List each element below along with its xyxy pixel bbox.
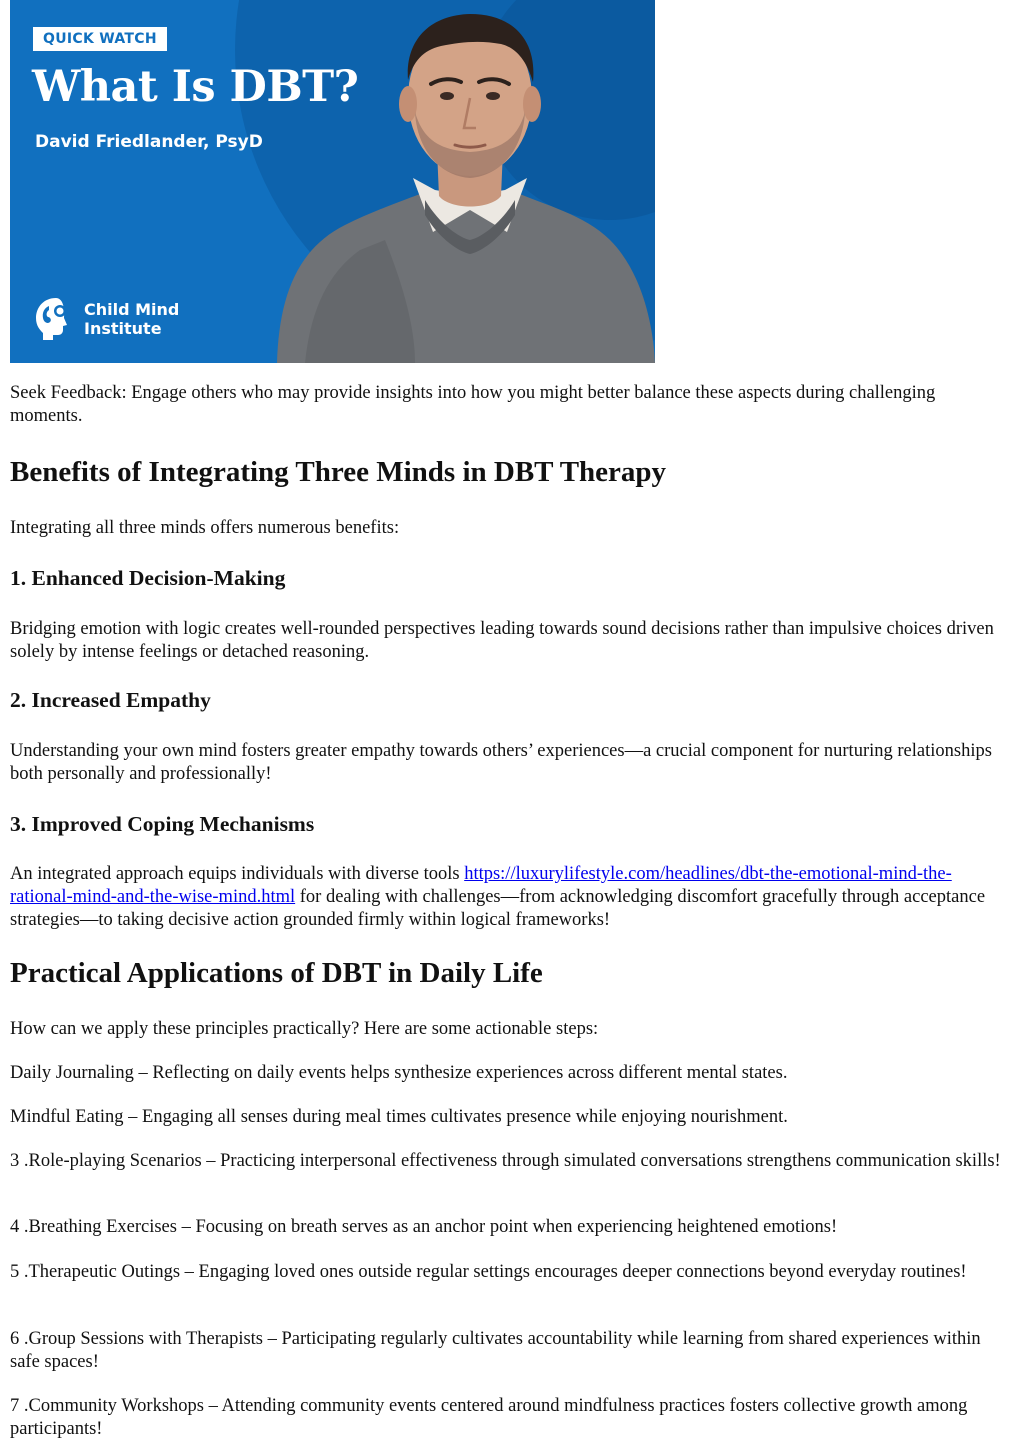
child-mind-institute-logo-icon <box>34 296 74 342</box>
practical-lead: How can we apply these principles practically? Here are some actionable steps: <box>10 1019 599 1039</box>
brand-logo <box>34 296 194 342</box>
video-title: What Is DBT? <box>32 62 359 112</box>
benefit-text-2: Understanding your own mind fosters greater empathy towards others’ experiences—a crucial component for nurturing relationships both personally and professionally! <box>10 741 992 784</box>
benefit-text-3-before: An integrated approach equips individuals with diverse tools <box>10 864 465 884</box>
step-item: 5 .Therapeutic Outings – Engaging loved ones outside regular settings encourages deeper connections beyond everyday routines! <box>10 1262 967 1282</box>
benefits-lead: Integrating all three minds offers numerous benefits: <box>10 518 400 538</box>
step-item: 4 .Breathing Exercises – Focusing on breath serves as an anchor point when experiencing heightened emotions! <box>10 1217 838 1237</box>
benefit-heading-2: 2. Increased Empathy <box>10 688 211 712</box>
benefit-text-1: Bridging emotion with logic creates well-rounded perspectives leading towards sound decisions rather than impulsive choices driven solely by intense feelings or detached reasoning. <box>10 619 994 662</box>
video-author: David Friedlander, PsyD <box>35 132 263 152</box>
section-heading-benefits: Benefits of Integrating Three Minds in DBT Therapy <box>10 456 667 488</box>
benefit-text-3-after: for dealing with challenges—from acknowledging discomfort gracefully through acceptance strategies—to taking decisive action grounded firmly within logical frameworks! <box>10 887 986 930</box>
step-item: Mindful Eating – Engaging all senses during meal times cultivates presence while enjoying nourishment. <box>10 1107 788 1127</box>
intro-paragraph: Seek Feedback: Engage others who may provide insights into how you might better balance these aspects during challenging moments. <box>10 383 936 426</box>
quick-watch-badge: QUICK WATCH <box>33 27 167 51</box>
presenter-image <box>265 0 655 363</box>
step-item: Daily Journaling – Reflecting on daily events helps synthesize experiences across different mental states. <box>10 1063 788 1083</box>
step-item: 6 .Group Sessions with Therapists – Participating regularly cultivates accountability while learning from shared experiences within safe spaces! <box>10 1329 981 1372</box>
benefit-heading-1: 1. Enhanced Decision-Making <box>10 566 286 590</box>
article-link[interactable]: https://luxurylifestyle.com/headlines/dbt-the-emotional-mind-the-rational-mind-and-the-wise-mind.html <box>10 864 952 907</box>
benefit-heading-3: 3. Improved Coping Mechanisms <box>10 812 315 836</box>
benefit-text-3 <box>10 863 1005 932</box>
video-thumbnail[interactable] <box>10 0 655 363</box>
page <box>10 0 1005 1439</box>
step-item: 3 .Role-playing Scenarios – Practicing interpersonal effectiveness through simulated conversations strengthens communication skills! <box>10 1151 1001 1171</box>
step-item: 7 .Community Workshops – Attending community events centered around mindfulness practices fosters collective growth among participants! <box>10 1396 968 1439</box>
section-heading-practical: Practical Applications of DBT in Daily Life <box>10 957 543 989</box>
brand-name: Child Mind Institute <box>84 300 180 338</box>
